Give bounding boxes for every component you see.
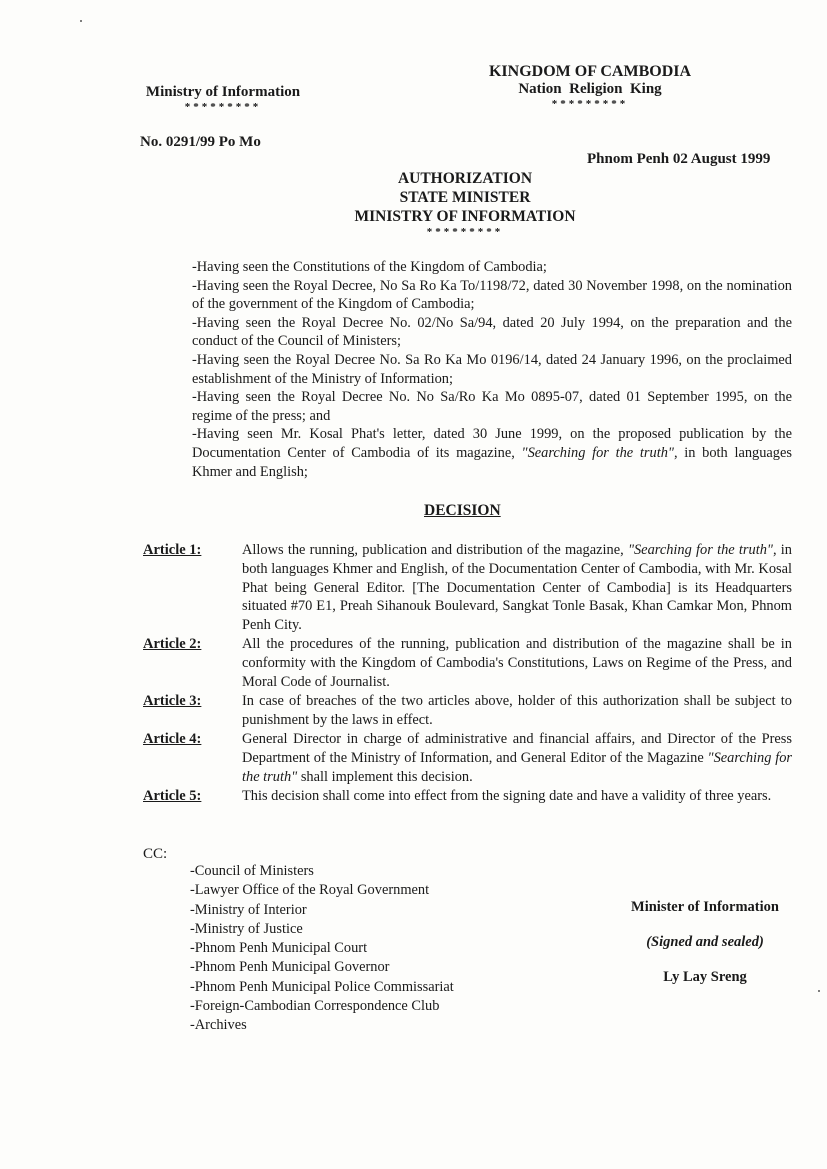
ministry-stars: *********	[184, 101, 262, 113]
kingdom-header	[480, 63, 700, 110]
cc-item: -Phnom Penh Municipal Court	[190, 940, 368, 957]
document-number: No. 0291/99 Po Mo	[140, 134, 261, 150]
cc-item: -Phnom Penh Municipal Governor	[190, 959, 390, 976]
ministry-header	[138, 84, 308, 113]
title-line-1: AUTHORIZATION	[397, 170, 533, 187]
article-4-label: Article 4:	[143, 731, 202, 747]
preamble-item: -Having seen the Royal Decree No. No Sa/Ro Ka Mo 0895-07, dated 01 September 1995, on the regime of the press; and	[192, 389, 792, 424]
ministry-name: Ministry of Information	[145, 84, 301, 100]
national-motto: Nation Religion King	[518, 81, 662, 97]
cc-item: -Phnom Penh Municipal Police Commissariat	[190, 978, 454, 995]
article-2-label: Article 2:	[143, 636, 202, 652]
cc-list	[190, 862, 454, 1036]
decision-heading: DECISION	[424, 502, 501, 519]
cc-item: -Council of Ministers	[190, 863, 314, 879]
title-line-3: MINISTRY OF INFORMATION	[354, 208, 576, 225]
preamble-item: -Having seen the Royal Decree, No Sa Ro Ka To/1198/72, dated 30 November 1998, on the nomination of the government of the Kingdom of Cambodia;	[192, 277, 792, 313]
title-stars: *********	[426, 226, 504, 238]
preamble-item: -Having seen the Royal Decree No. 02/No Sa/94, dated 20 July 1994, on the preparation and the conduct of the Council of Ministers;	[192, 314, 792, 350]
kingdom-name: KINGDOM OF CAMBODIA	[488, 63, 692, 80]
article-4-text: General Director in charge of administrative and financial affairs, and Director of the Press Department of the Ministry of Information, and General Editor of the Magazine "Searching for the truth" shall implement this decision.	[242, 731, 792, 785]
cc-item: -Lawyer Office of the Royal Government	[190, 882, 430, 899]
preamble	[192, 258, 792, 481]
cc-item: -Ministry of Justice	[190, 920, 303, 937]
cc-item: -Foreign-Cambodian Correspondence Club	[190, 998, 440, 1015]
magazine-title: "Searching for the truth"	[521, 444, 674, 461]
preamble-item-last: -Having seen Mr. Kosal Phat's letter, dated 30 June 1999, on the proposed publication by the Documentation Center of Cambodia of its magazine, "Searching for the truth", in both languages Khmer and English;	[192, 426, 792, 480]
title-line-2: STATE MINISTER	[399, 189, 531, 206]
preamble-item: -Having seen the Constitutions of the Kingdom of Cambodia;	[192, 259, 547, 275]
signature-block	[610, 899, 800, 1004]
scan-speck	[80, 20, 82, 22]
article-3-text: In case of breaches of the two articles above, holder of this authorization shall be subject to punishment by the laws in effect.	[242, 693, 792, 728]
article-1-text: Allows the running, publication and distribution of the magazine, "Searching for the truth", in both languages Khmer and English, of the Documentation Center of Cambodia, with Mr. Kosal Phat being General Editor. [The Documentation Center of Cambodia] is its Headquarters situated #70 E1, Preah Sihanouk Boulevard, Sangkat Tonle Basak, Khan Camkar Mon, Phnom Penh City.	[242, 542, 792, 634]
article-5-label: Article 5:	[143, 788, 202, 804]
signatory-title: Minister of Information	[631, 899, 779, 915]
article-1-label: Article 1:	[143, 542, 202, 558]
signatory-name: Ly Lay Sreng	[663, 969, 747, 985]
kingdom-stars: *********	[551, 98, 629, 110]
cc-label: CC:	[143, 846, 168, 862]
document-title	[315, 169, 615, 238]
place-date: Phnom Penh 02 August 1999	[587, 151, 771, 167]
cc-item: -Ministry of Interior	[190, 901, 307, 918]
cc-item: -Archives	[190, 1017, 247, 1034]
preamble-item: -Having seen the Royal Decree No. Sa Ro Ka Mo 0196/14, dated 24 January 1996, on the proclaimed establishment of the Ministry of Information;	[192, 351, 792, 387]
signed-sealed-note: (Signed and sealed)	[646, 934, 764, 950]
article-3-label: Article 3:	[143, 693, 202, 709]
article-5-text: This decision shall come into effect from the signing date and have a validity of three years.	[242, 788, 772, 804]
article-2-text: All the procedures of the running, publication and distribution of the magazine shall be in conformity with the Kingdom of Cambodia's Constitutions, Laws on Regime of the Press, and Moral Code of Journalist.	[242, 636, 792, 690]
scan-speck	[818, 990, 820, 992]
